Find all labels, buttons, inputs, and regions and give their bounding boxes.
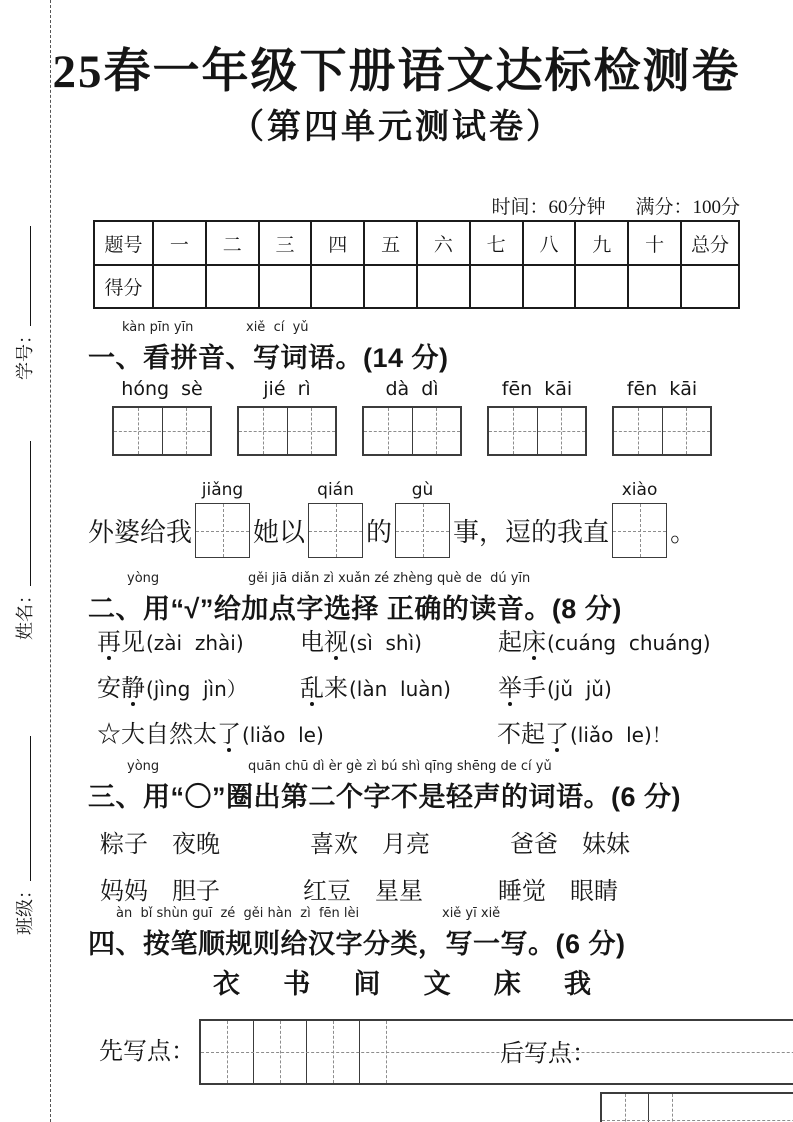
dotted-character: 乱 xyxy=(300,676,324,702)
word-grid-unit xyxy=(362,378,462,456)
word-grid-unit xyxy=(612,378,712,456)
exam-info xyxy=(491,192,740,219)
fill-box-pinyin: xiào xyxy=(621,480,658,500)
grid-cell xyxy=(663,408,711,454)
score-empty-cell xyxy=(153,265,206,308)
word-text: 手 xyxy=(522,676,546,702)
score-empty-cell xyxy=(311,265,364,308)
word-grid-unit xyxy=(237,378,337,456)
pinyin-options: (liǎo le)！ xyxy=(570,723,672,747)
score-table-cell: 五 xyxy=(364,221,417,265)
grid-cell xyxy=(163,408,211,454)
pronunciation-item xyxy=(97,668,247,703)
section2-row3 xyxy=(0,714,793,756)
score-table xyxy=(93,220,740,309)
section3-row1 xyxy=(0,824,793,866)
score-table-header-row xyxy=(94,221,739,265)
word-pinyin: fēn kāi xyxy=(501,378,573,400)
section3-pinyin-hint-b: quān chū dì èr gè zì bú shì qīng shēng de cí yǔ xyxy=(248,759,552,774)
dotted-character: 再 xyxy=(97,630,121,656)
pronunciation-item xyxy=(498,622,711,657)
dotted-character: 了 xyxy=(545,722,569,748)
writing-grid-four xyxy=(199,1019,793,1085)
pinyin-options: (jǔ jǔ) xyxy=(547,677,612,701)
writing-grid xyxy=(112,406,212,456)
grid-cell xyxy=(364,408,413,454)
answer-box xyxy=(612,503,667,558)
pronunciation-item xyxy=(497,714,672,749)
score-empty-cell xyxy=(628,265,681,308)
section2-row2 xyxy=(0,668,793,710)
score-table-cell: 四 xyxy=(311,221,364,265)
word-pinyin: hóng sè xyxy=(121,378,203,400)
grid-cell xyxy=(602,1094,649,1122)
name-label: 姓名： xyxy=(15,586,35,640)
section1-word-grids xyxy=(112,378,712,456)
fill-box-pinyin: qián xyxy=(317,480,354,500)
sentence-segment: 她以 xyxy=(253,518,306,547)
word-pinyin: fēn kāi xyxy=(626,378,698,400)
class-label: 班级： xyxy=(15,881,35,935)
section1-pinyin-hint-a: kàn pīn yīn xyxy=(122,320,194,335)
word-pair: 红豆 星星 xyxy=(303,879,423,905)
score-table-cell: 三 xyxy=(259,221,312,265)
pinyin-options: (làn luàn) xyxy=(349,677,451,701)
word-text: 不起 xyxy=(497,722,545,748)
section3-title: 三、用“〇”圈出第二个字不是轻声的词语。(6 分) xyxy=(88,782,681,812)
grid-cell xyxy=(201,1021,254,1083)
score-table-cell: 总分 xyxy=(681,221,739,265)
starred-pronunciation-item xyxy=(97,714,324,749)
section1-fill-sentence xyxy=(88,480,696,558)
word-grid-unit xyxy=(112,378,212,456)
score-table-cell: 八 xyxy=(523,221,576,265)
word-pinyin: dà dì xyxy=(385,378,439,400)
name-blank xyxy=(16,441,31,586)
fill-box-pinyin: jiǎng xyxy=(201,480,244,500)
pinyin-options: (zài zhài) xyxy=(146,631,244,655)
writing-grid-two xyxy=(600,1092,793,1122)
dotted-character: 举 xyxy=(498,676,522,702)
pinyin-options: (liǎo le) xyxy=(242,723,324,747)
margin-dashed-line xyxy=(50,0,51,1122)
dotted-character: 了 xyxy=(217,722,241,748)
writing-grid xyxy=(612,406,712,456)
pronunciation-item xyxy=(300,622,422,657)
sentence-segment: 事，逗的我直 xyxy=(453,518,610,547)
word-text: 来 xyxy=(324,676,348,702)
grid-cell xyxy=(489,408,538,454)
word-pair: 睡觉 眼睛 xyxy=(498,879,618,905)
fill-box-unit xyxy=(308,480,363,558)
section3-pinyin-hint-a: yòng xyxy=(127,759,160,774)
first-dot-label: 先写点： xyxy=(99,1039,195,1065)
section1-pinyin-hint-b: xiě cí yǔ xyxy=(246,320,309,335)
score-table-cell: 十 xyxy=(628,221,681,265)
score-table-cell: 七 xyxy=(470,221,523,265)
score-empty-cell xyxy=(681,265,739,308)
section2-pinyin-hint-b: gěi jiā diǎn zì xuǎn zé zhèng què de dú yīn xyxy=(248,571,531,586)
grid-cell xyxy=(288,408,336,454)
classify-character: 书 xyxy=(283,969,311,999)
word-text: 见 xyxy=(121,630,145,656)
word-text: 安 xyxy=(97,676,121,702)
dotted-character: 视 xyxy=(324,630,348,656)
dotted-character: 静 xyxy=(121,676,145,702)
pinyin-options: (cuáng chuáng) xyxy=(547,631,711,655)
classify-character: 床 xyxy=(493,969,521,999)
sentence-segment: 的 xyxy=(366,518,393,547)
score-empty-cell xyxy=(470,265,523,308)
word-pair: 喜欢 月亮 xyxy=(310,832,430,858)
word-text: 起 xyxy=(498,630,522,656)
writing-grid xyxy=(487,406,587,456)
section4-title: 四、按笔顺规则给汉字分类，写一写。(6 分) xyxy=(88,929,626,959)
student-id-label: 学号： xyxy=(15,326,35,380)
score-empty-cell xyxy=(575,265,628,308)
section4-pinyin-hint-b: xiě yī xiě xyxy=(442,906,501,921)
grid-cell xyxy=(239,408,288,454)
sentence-segment: 。 xyxy=(670,518,697,547)
grid-cell xyxy=(413,408,461,454)
sentence-segment: 外婆给我 xyxy=(88,518,193,547)
grid-cell xyxy=(360,1021,412,1083)
classify-character: 衣 xyxy=(213,969,240,999)
word-pair: 妈妈 胆子 xyxy=(100,879,220,905)
section1-title: 一、看拼音、写词语。(14 分) xyxy=(88,343,449,373)
word-text: ☆大自然太 xyxy=(97,722,217,748)
pronunciation-item xyxy=(300,668,451,703)
grid-cell xyxy=(307,1021,360,1083)
fill-box-unit xyxy=(195,480,250,558)
score-table-cell: 六 xyxy=(417,221,470,265)
score-empty-cell xyxy=(364,265,417,308)
section2-row1 xyxy=(0,622,793,664)
classify-character: 文 xyxy=(423,969,451,999)
score-table-cell: 题号 xyxy=(94,221,153,265)
page-title: 25春一年级下册语文达标检测卷 xyxy=(52,46,741,98)
classify-character: 我 xyxy=(563,969,591,999)
score-table-cell: 一 xyxy=(153,221,206,265)
section4-character-list xyxy=(213,962,591,1001)
grid-cell xyxy=(614,408,663,454)
score-table-score-row xyxy=(94,265,739,308)
word-pinyin: jié rì xyxy=(263,378,311,400)
score-empty-cell xyxy=(417,265,470,308)
score-empty-cell xyxy=(523,265,576,308)
pronunciation-item xyxy=(498,668,612,703)
section4-pinyin-hint-a: àn bǐ shùn guī zé gěi hàn zì fēn lèi xyxy=(116,906,360,921)
answer-box xyxy=(195,503,250,558)
word-text: 电 xyxy=(300,630,324,656)
score-table-cell: 九 xyxy=(575,221,628,265)
section2-title: 二、用“√”给加点字选择 正确的读音。(8 分) xyxy=(88,594,622,624)
word-grid-unit xyxy=(487,378,587,456)
score-empty-cell xyxy=(259,265,312,308)
last-dot-label: 后写点： xyxy=(500,1041,596,1067)
student-id-field xyxy=(14,226,36,380)
pronunciation-item xyxy=(97,622,244,657)
grid-cell xyxy=(649,1094,695,1122)
student-id-blank xyxy=(16,226,31,326)
page-subtitle: （第四单元测试卷） xyxy=(230,109,563,146)
writing-grid xyxy=(237,406,337,456)
name-field xyxy=(14,441,36,640)
full-score: 满分：100分 xyxy=(635,197,740,218)
fill-box-unit xyxy=(395,480,450,558)
dotted-character: 床 xyxy=(522,630,546,656)
score-empty-cell xyxy=(206,265,259,308)
fill-box-unit xyxy=(612,480,667,558)
grid-cell xyxy=(538,408,586,454)
pinyin-options: (sì shì) xyxy=(349,631,422,655)
fill-box-pinyin: gù xyxy=(411,480,434,500)
grid-cell xyxy=(254,1021,307,1083)
section2-pinyin-hint-a: yòng xyxy=(127,571,160,586)
pinyin-options: (jìng jìn） xyxy=(146,677,247,701)
writing-grid xyxy=(362,406,462,456)
score-label-cell: 得分 xyxy=(94,265,153,308)
answer-box xyxy=(395,503,450,558)
word-pair: 粽子 夜晚 xyxy=(100,832,220,858)
word-pair: 爸爸 妹妹 xyxy=(510,832,630,858)
answer-box xyxy=(308,503,363,558)
time-limit: 时间：60分钟 xyxy=(491,197,606,218)
score-table-cell: 二 xyxy=(206,221,259,265)
grid-cell xyxy=(114,408,163,454)
classify-character: 间 xyxy=(353,969,381,999)
